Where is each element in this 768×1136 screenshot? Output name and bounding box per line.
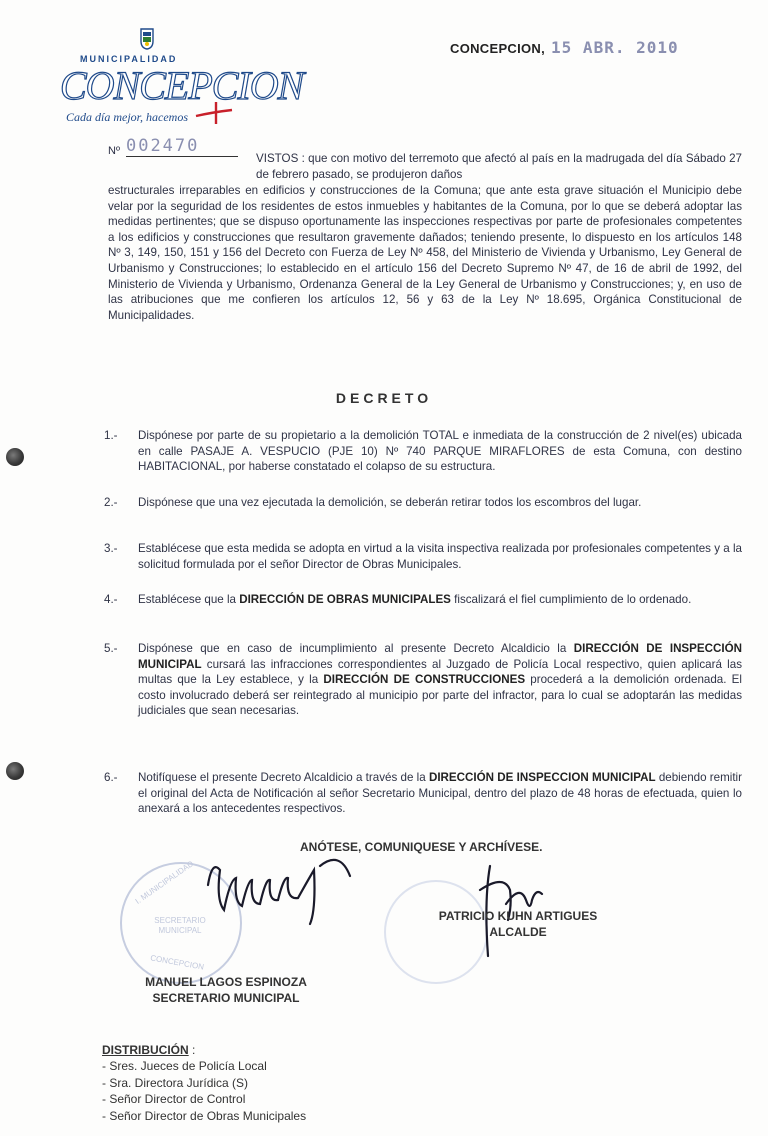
item-text: cursará las infracciones correspondientes al Juzgado de Policía Local respectivo, quien aplicará las multas que la Ley establece, y la [138,657,742,687]
distribution-line: - Sres. Jueces de Policía Local [102,1059,267,1074]
item-number: 4.- [104,593,118,606]
mayor-signature-block [420,908,616,940]
distribution-line: - Señor Director de Obras Municipales [102,1108,307,1123]
decree-item-2 [104,495,742,511]
city-label: CONCEPCION, [450,41,546,56]
item-text: Dispónese por parte de su propietario a la demolición TOTAL e inmediata de la construcción de 2 nivel(es) ubicada en calle PASAJE A. VESPUCIO (PJE 10) Nº 740 PARQUE MIRAFLORES de esta Comuna, con destino HABITACIONAL, por haberse constatado el colapso de su estructura. [138,429,742,474]
item-text: Establécese que la [138,593,240,606]
item-number: 3.- [104,542,118,555]
document-date [450,38,679,57]
distribution-list [102,1042,306,1124]
item-bold-office: DIRECCIÓN DE CONSTRUCCIONES [323,673,526,687]
seal-bottom-text: CONCEPCION [149,953,205,972]
item-text: Notifíquese el presente Decreto Alcaldicio a través de la [138,771,429,784]
decree-item-6 [104,770,742,817]
distribution-title: DISTRIBUCIÓN [102,1043,189,1057]
item-number: 6.- [104,771,118,784]
item-number: 2.- [104,496,118,509]
decree-item-4 [104,592,742,608]
binder-hole-top [6,448,24,466]
secretary-signature-block [122,974,330,1006]
distribution-colon: : [192,1043,196,1057]
seal-top-text: I. MUNICIPALIDAD [133,859,196,906]
vistos-first-lines: VISTOS : que con motivo del terremoto que afectó al país en la madrugada del día Sábado 27 de febrero pasado, se produjeron daños [256,152,742,181]
logo-tagline: Cada día mejor, hacemos [66,110,188,124]
number-label: Nº [108,145,120,157]
secretary-title: SECRETARIO MUNICIPAL [152,991,300,1005]
seal-middle-text: SECRETARIO MUNICIPAL [154,916,206,935]
decree-item-1 [104,428,742,475]
distribution-line: - Sra. Directora Jurídica (S) [102,1075,249,1090]
item-text: procederá a la demolición ordenada. El costo involucrado deberá ser reintegrado al municipio por parte del infractor, para lo cual se adoptarán las medidas judiciales que sean necesarias. [138,673,742,718]
item-bold-office: DIRECCIÓN DE INSPECCIÓN MUNICIPAL [138,642,742,671]
mayor-title: ALCALDE [489,925,547,939]
item-number: 1.- [104,429,118,442]
logo-municipalidad-text: MUNICIPALIDAD [80,54,178,64]
logo-name: CONCEPCION [60,63,304,108]
item-text: Dispónese que una vez ejecutada la demolición, se deberán retirar todos los escombros del lugar. [138,496,642,509]
closing-formula: ANÓTESE, COMUNIQUESE Y ARCHÍVESE. [300,840,543,854]
secretary-signature-icon [190,840,360,930]
item-bold-office: DIRECCIÓN DE INSPECCION MUNICIPAL [428,771,656,784]
municipality-logo [58,28,304,138]
vistos-body: estructurales irreparables en edificios y construcciones de la Comuna; que ante esta grave situación el Municipio debe velar por la seguridad de los residentes de estos inmuebles y habitantes de la Comuna, por lo que se deberá adoptar las medidas pertinentes; que se dispuso oportunamente las inspecciones respectivas por parte de profesionales competentes a los edificios y construcciones que resultaron gravemente dañados; teniendo presente, lo dispuesto en los artículos 148 Nº 3, 149, 150, 151 y 156 del Decreto con Fuerza de Ley Nº 458, del Ministerio de Vivienda y Urbanismo, Ley General de Urbanismo y Construcciones; lo establecido en el artículo 156 del Decreto Supremo Nº 47, de 16 de abril de 1992, del Ministerio de Vivienda y Urbanismo, Ordenanza General de la Ley General de Urbanismo y Construcciones; y, en uso de las atribuciones que me confieren los artículos 12, 56 y 63 de la Ley Nº 18.695, Orgánica Constitucional de Municipalidades. [108,184,742,322]
secretary-name: MANUEL LAGOS ESPINOZA [145,975,307,989]
decreto-heading: DECRETO [335,390,433,406]
binder-hole-bottom [6,762,24,780]
item-text: fiscalizará el fiel cumplimiento de lo ordenado. [450,593,692,606]
distribution-line: - Señor Director de Control [102,1092,246,1107]
item-text: Establécese que esta medida se adopta en virtud a la visita inspectiva realizada por profesionales competentes y a la solicitud formulada por el señor Director de Obras Municipales. [138,542,742,571]
decree-item-5 [104,641,742,719]
date-stamp: 15 ABR. 2010 [551,38,679,57]
item-bold-office: DIRECCIÓN DE OBRAS MUNICIPALES [239,593,451,606]
red-cross-swoosh-icon [194,98,234,128]
number-value: 002470 [126,136,238,157]
mayor-name: PATRICIO KUHN ARTIGUES [438,909,598,923]
coat-of-arms-icon [140,28,154,50]
item-text: Dispónese que en caso de incumplimiento al presente Decreto Alcaldicio la [138,642,574,655]
item-text: debiendo remitir el original del Acta de Notificación al señor Secretario Municipal, dentro del plazo de 48 horas de efectuada, quien lo anexará a los antecedentes respectivos. [138,771,742,816]
decree-item-3 [104,541,742,572]
item-number: 5.- [104,642,118,655]
decree-number [108,136,238,157]
